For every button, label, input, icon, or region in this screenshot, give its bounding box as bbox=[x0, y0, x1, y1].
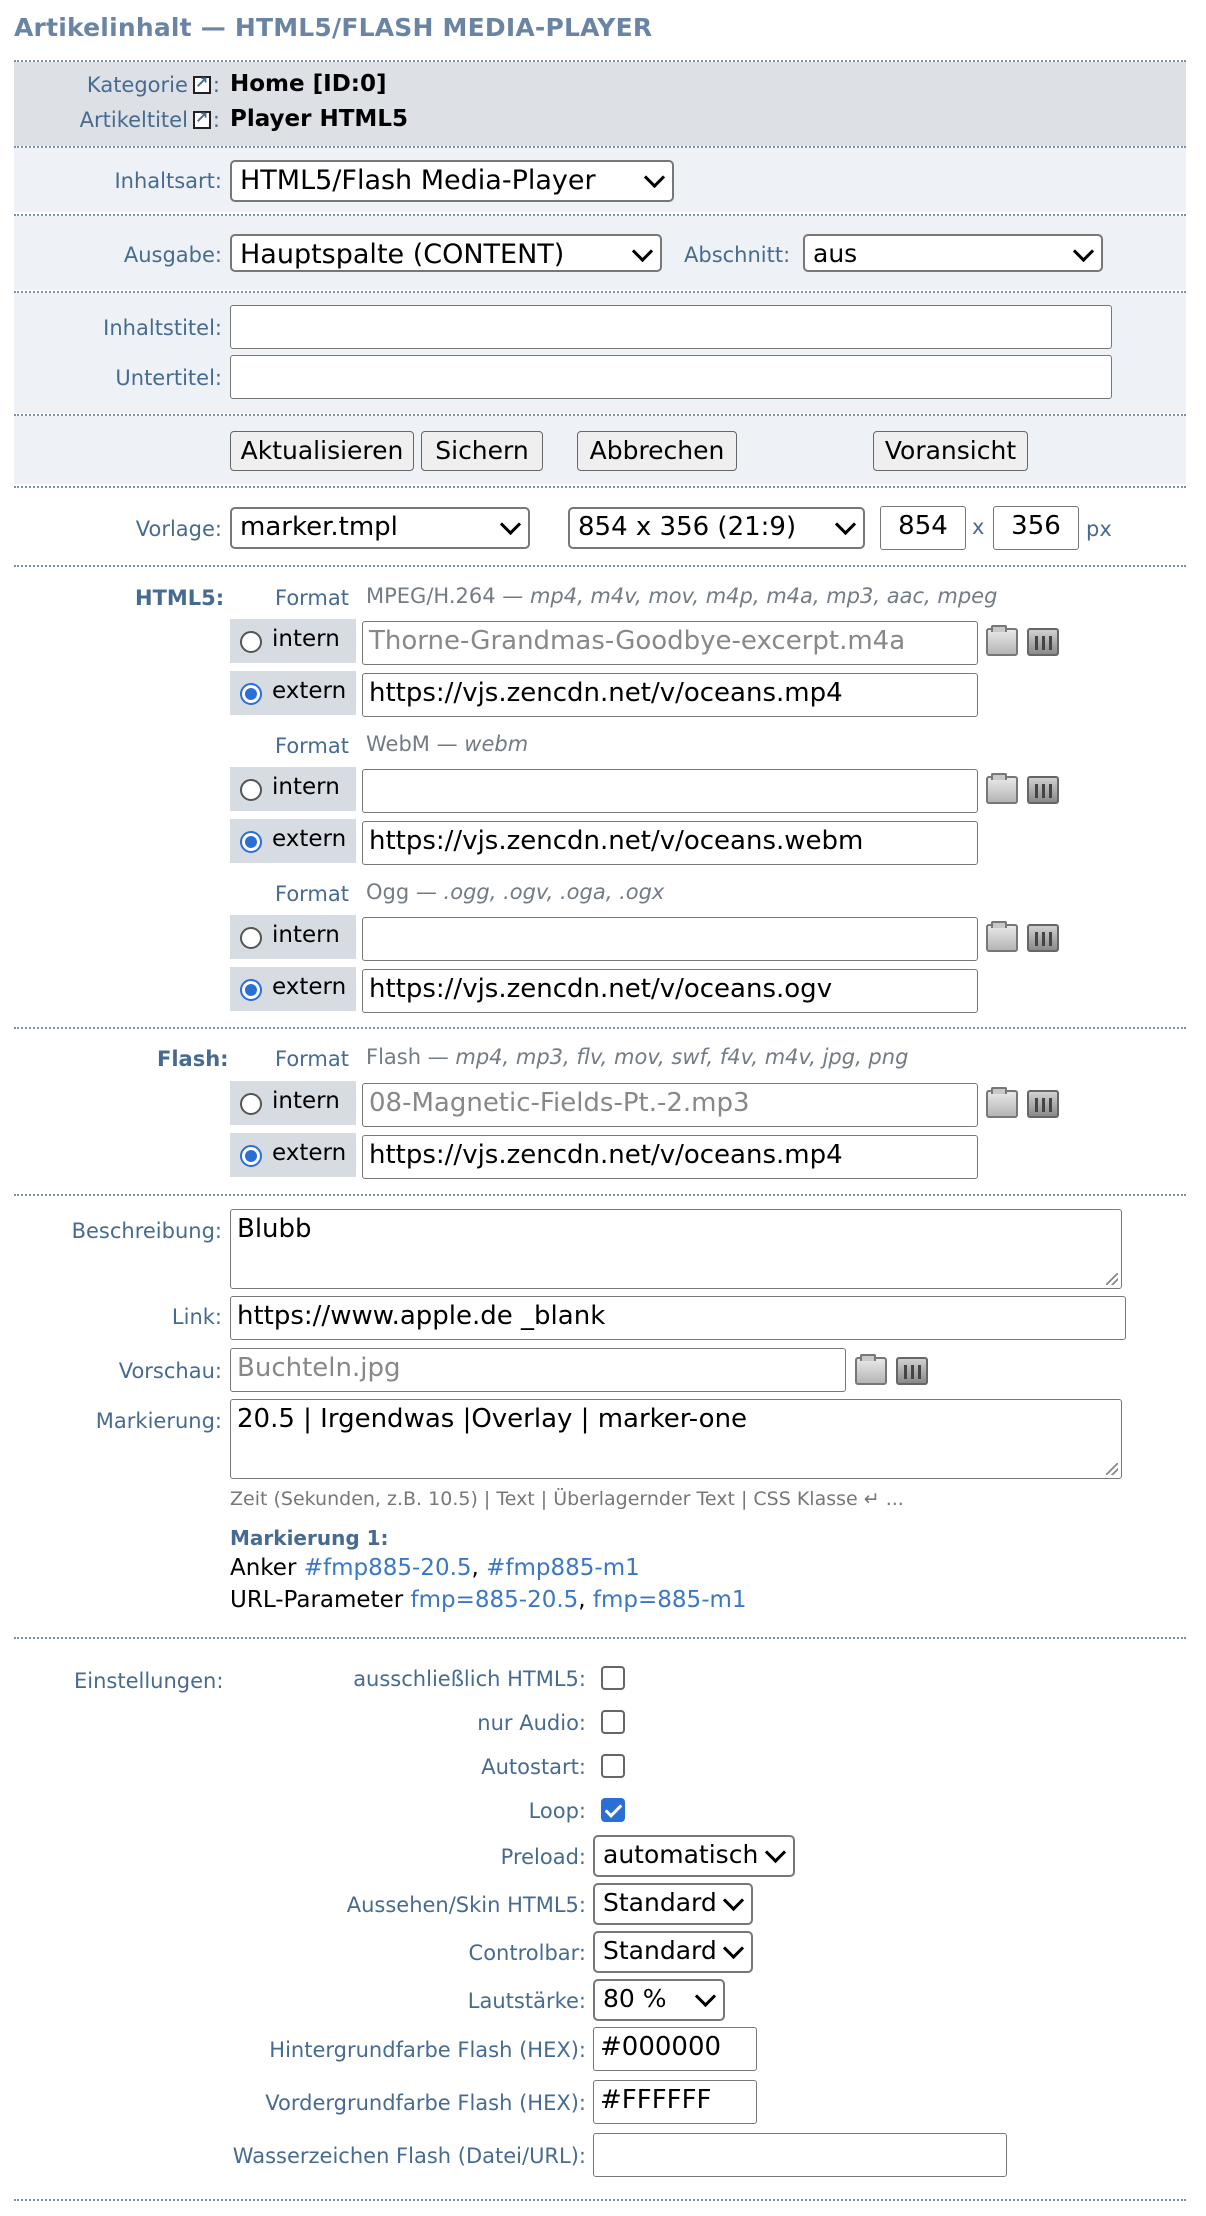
intern-radio-box[interactable]: intern bbox=[230, 619, 356, 663]
trash-icon[interactable] bbox=[1027, 628, 1059, 656]
autostart-checkbox[interactable] bbox=[601, 1754, 625, 1778]
preload-select[interactable]: automatisch bbox=[593, 1835, 795, 1877]
lautstaerke-select[interactable]: 80 % bbox=[593, 1979, 725, 2021]
only-html5-label: ausschließlich HTML5: bbox=[353, 1667, 586, 1691]
unit-label: px bbox=[1086, 517, 1112, 541]
chevron-down-icon bbox=[723, 1938, 744, 1959]
fg-flash-input[interactable]: #FFFFFF bbox=[593, 2080, 757, 2124]
url-parameter-line: URL-Parameter fmp=885-20.5, fmp=885-m1 bbox=[230, 1587, 747, 1613]
extern-radio-box[interactable]: extern bbox=[230, 819, 356, 863]
url-parameter-link[interactable]: fmp=885-20.5 bbox=[410, 1587, 579, 1613]
einstellungen-label: Einstellungen: bbox=[74, 1669, 224, 1693]
folder-icon[interactable] bbox=[986, 924, 1018, 952]
width-input[interactable]: 854 bbox=[880, 506, 966, 550]
extern-url-input[interactable]: https://vjs.zencdn.net/v/oceans.mp4 bbox=[362, 673, 978, 717]
bg-flash-input[interactable]: #000000 bbox=[593, 2027, 757, 2071]
abbrechen-button[interactable]: Abbrechen bbox=[577, 431, 737, 471]
height-input[interactable]: 356 bbox=[993, 506, 1079, 550]
intern-file-input[interactable] bbox=[362, 917, 978, 961]
markierung-label: Markierung: bbox=[95, 1409, 222, 1433]
chevron-down-icon bbox=[632, 241, 653, 262]
intern-radio[interactable] bbox=[240, 631, 262, 653]
trash-icon[interactable] bbox=[1027, 924, 1059, 952]
ausgabe-label: Ausgabe: bbox=[123, 243, 222, 267]
intern-file-input[interactable]: Thorne-Grandmas-Goodbye-excerpt.m4a bbox=[362, 621, 978, 665]
size-preset-select[interactable]: 854 x 356 (21:9) bbox=[568, 507, 865, 549]
controlbar-label: Controlbar: bbox=[468, 1941, 586, 1965]
inhaltsart-label: Inhaltsart: bbox=[114, 169, 222, 193]
format-ogg: Ogg — .ogg, .ogv, .oga, .ogx bbox=[366, 880, 665, 904]
extern-radio-box[interactable]: extern bbox=[230, 671, 356, 715]
vorschau-label: Vorschau: bbox=[118, 1359, 222, 1383]
abschnitt-label: Abschnitt: bbox=[684, 243, 791, 267]
extern-radio-box[interactable]: extern bbox=[230, 1133, 356, 1177]
resize-handle[interactable] bbox=[1106, 1273, 1118, 1285]
vorlage-label: Vorlage: bbox=[135, 517, 222, 541]
nur-audio-checkbox[interactable] bbox=[601, 1710, 625, 1734]
chevron-down-icon bbox=[644, 167, 665, 188]
controlbar-select[interactable]: Standard bbox=[593, 1931, 753, 1973]
lautstaerke-label: Lautstärke: bbox=[467, 1989, 586, 2013]
anker-link[interactable]: #fmp885-20.5 bbox=[303, 1555, 472, 1581]
artikeltitel-value: Player HTML5 bbox=[230, 106, 408, 132]
artikeltitel-label: Artikeltitel↗ : bbox=[80, 108, 220, 132]
extern-url-input[interactable]: https://vjs.zencdn.net/v/oceans.mp4 bbox=[362, 1135, 978, 1179]
size-separator: x bbox=[972, 515, 985, 539]
folder-icon[interactable] bbox=[986, 776, 1018, 804]
skin-select[interactable]: Standard bbox=[593, 1883, 753, 1925]
inhaltsart-select[interactable]: HTML5/Flash Media-Player bbox=[230, 160, 674, 202]
format-label: Format bbox=[274, 1047, 349, 1071]
chevron-down-icon bbox=[723, 1890, 744, 1911]
nur-audio-label: nur Audio: bbox=[477, 1711, 586, 1735]
chevron-down-icon bbox=[765, 1842, 786, 1863]
sichern-button[interactable]: Sichern bbox=[421, 431, 543, 471]
chevron-down-icon bbox=[695, 1986, 716, 2007]
extern-radio-box[interactable]: extern bbox=[230, 967, 356, 1011]
extern-url-input[interactable]: https://vjs.zencdn.net/v/oceans.webm bbox=[362, 821, 978, 865]
folder-icon[interactable] bbox=[855, 1357, 887, 1385]
folder-icon[interactable] bbox=[986, 1090, 1018, 1118]
only-html5-checkbox[interactable] bbox=[601, 1666, 625, 1690]
markierung-info-title: Markierung 1: bbox=[230, 1526, 389, 1550]
format-webm: WebM — webm bbox=[366, 732, 529, 756]
loop-label: Loop: bbox=[528, 1799, 586, 1823]
autostart-label: Autostart: bbox=[481, 1755, 586, 1779]
intern-file-input[interactable] bbox=[362, 769, 978, 813]
trash-icon[interactable] bbox=[1027, 776, 1059, 804]
watermark-input[interactable] bbox=[593, 2133, 1007, 2177]
extern-radio[interactable] bbox=[240, 683, 262, 705]
anker-link[interactable]: #fmp885-m1 bbox=[486, 1555, 640, 1581]
chevron-down-icon bbox=[1073, 241, 1094, 262]
chevron-down-icon bbox=[500, 514, 521, 535]
intern-radio[interactable] bbox=[240, 1093, 262, 1115]
url-parameter-link[interactable]: fmp=885-m1 bbox=[592, 1587, 747, 1613]
resize-handle[interactable] bbox=[1106, 1463, 1118, 1475]
trash-icon[interactable] bbox=[1027, 1090, 1059, 1118]
link-label: Link: bbox=[171, 1305, 222, 1329]
untertitel-input[interactable] bbox=[230, 355, 1112, 399]
extern-radio[interactable] bbox=[240, 831, 262, 853]
intern-radio-box[interactable]: intern bbox=[230, 767, 356, 811]
extern-radio[interactable] bbox=[240, 1145, 262, 1167]
inhaltstitel-label: Inhaltstitel: bbox=[103, 316, 222, 340]
kategorie-label: Kategorie↗ : bbox=[87, 73, 220, 97]
loop-checkbox[interactable] bbox=[601, 1798, 625, 1822]
flash-section-label: Flash: bbox=[157, 1047, 229, 1071]
preload-label: Preload: bbox=[500, 1845, 586, 1869]
kategorie-value: Home [ID:0] bbox=[230, 71, 387, 97]
format-label: Format bbox=[274, 882, 349, 906]
extern-url-input[interactable]: https://vjs.zencdn.net/v/oceans.ogv bbox=[362, 969, 978, 1013]
external-link-icon[interactable] bbox=[193, 111, 211, 129]
beschreibung-label: Beschreibung: bbox=[71, 1219, 222, 1243]
intern-radio-box[interactable]: intern bbox=[230, 1081, 356, 1125]
intern-radio[interactable] bbox=[240, 927, 262, 949]
markierung-textarea[interactable]: 20.5 | Irgendwas |Overlay | marker-one bbox=[230, 1399, 1122, 1479]
html5-section-label: HTML5: bbox=[135, 586, 225, 610]
fg-flash-label: Vordergrundfarbe Flash (HEX): bbox=[265, 2091, 586, 2115]
format-label: Format bbox=[274, 734, 349, 758]
external-link-icon[interactable] bbox=[193, 76, 211, 94]
bg-flash-label: Hintergrundfarbe Flash (HEX): bbox=[269, 2038, 586, 2062]
markierung-hint: Zeit (Sekunden, z.B. 10.5) | Text | Überlagernder Text | CSS Klasse ↵ ... bbox=[230, 1488, 904, 1510]
inhaltstitel-input[interactable] bbox=[230, 305, 1112, 349]
extern-radio[interactable] bbox=[240, 979, 262, 1001]
format-label: Format bbox=[274, 586, 349, 610]
intern-radio-box[interactable]: intern bbox=[230, 915, 356, 959]
intern-file-input[interactable]: 08-Magnetic-Fields-Pt.-2.mp3 bbox=[362, 1083, 978, 1127]
page-title: Artikelinhalt — HTML5/FLASH MEDIA-PLAYER bbox=[14, 13, 653, 42]
aktualisieren-button[interactable]: Aktualisieren bbox=[230, 431, 414, 471]
skin-label: Aussehen/Skin HTML5: bbox=[346, 1893, 586, 1917]
ausgabe-select[interactable]: Hauptspalte (CONTENT) bbox=[230, 234, 662, 272]
abschnitt-select[interactable]: aus bbox=[803, 234, 1103, 272]
intern-radio[interactable] bbox=[240, 779, 262, 801]
vorlage-select[interactable]: marker.tmpl bbox=[230, 507, 530, 549]
link-input[interactable]: https://www.apple.de _blank bbox=[230, 1296, 1126, 1340]
voransicht-button[interactable]: Voransicht bbox=[873, 431, 1028, 471]
watermark-label: Wasserzeichen Flash (Datei/URL): bbox=[232, 2144, 586, 2168]
beschreibung-textarea[interactable]: Blubb bbox=[230, 1209, 1122, 1289]
trash-icon[interactable] bbox=[896, 1357, 928, 1385]
anker-line: Anker #fmp885-20.5, #fmp885-m1 bbox=[230, 1555, 640, 1581]
vorschau-input[interactable]: Buchteln.jpg bbox=[230, 1348, 846, 1392]
untertitel-label: Untertitel: bbox=[115, 366, 222, 390]
format-flash: Flash — mp4, mp3, flv, mov, swf, f4v, m4v, jpg, png bbox=[366, 1045, 909, 1069]
format-mpeg: MPEG/H.264 — mp4, m4v, mov, m4p, m4a, mp3, aac, mpeg bbox=[366, 584, 998, 608]
folder-icon[interactable] bbox=[986, 628, 1018, 656]
chevron-down-icon bbox=[835, 514, 856, 535]
